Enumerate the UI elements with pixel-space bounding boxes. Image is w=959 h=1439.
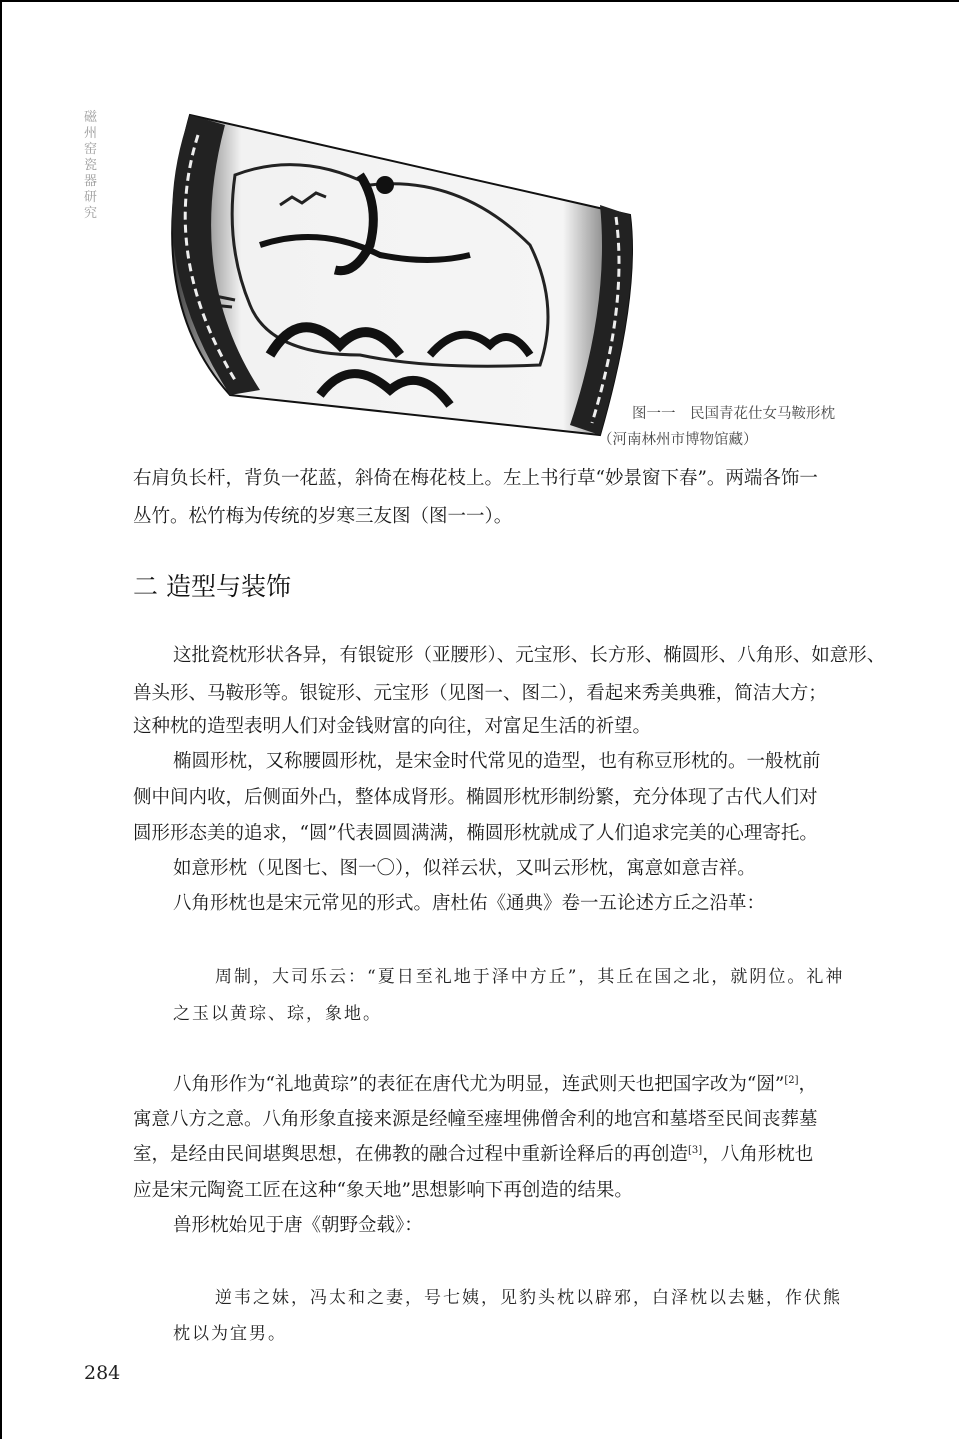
- quote-line: 之玉以黄琮、琮，象地。: [173, 1004, 382, 1024]
- blue-white-pillow-photo: [130, 105, 640, 440]
- page-border-left: [0, 0, 2, 1439]
- body-line: 如意形枕（见图七、图一〇），似祥云状，又叫云形枕，寓意如意吉祥。: [173, 858, 756, 879]
- body-text: ，: [798, 1074, 818, 1095]
- running-title: 磁州窑瓷器研究: [84, 110, 98, 221]
- body-text: ，八角形枕也: [702, 1144, 814, 1165]
- quote-line: 周制，大司乐云：“夏日至礼地于泽中方丘”，其丘在国之北，就阴位。礼神: [215, 967, 845, 987]
- body-line: 应是宋元陶瓷工匠在这种“象天地”思想影响下再创造的结果。: [133, 1180, 633, 1201]
- body-line: 丛竹。松竹梅为传统的岁寒三友图（图一一）。: [133, 506, 513, 527]
- footnote-ref: [3]: [688, 1144, 703, 1156]
- body-line: 八角形枕也是宋元常见的形式。唐杜佑《通典》卷一五论述方丘之沿革：: [173, 893, 766, 914]
- body-line: 圆形形态美的追求，“圆”代表圆圆满满，椭圆形枕就成了人们追求完美的心理寄托。: [133, 823, 818, 844]
- quote-line: 枕以为宜男。: [173, 1324, 287, 1344]
- page-number: 284: [84, 1362, 121, 1384]
- footnote-ref: [2]: [784, 1074, 799, 1086]
- body-line: [173, 1070, 817, 1096]
- body-line: 寓意八方之意。八角形象直接来源是经幢至瘗埋佛僧舍利的地宫和墓塔至民间丧葬墓: [133, 1109, 818, 1130]
- section-heading: 二 造型与装饰: [133, 572, 291, 601]
- figure-caption-source: （河南林州市博物馆藏）: [598, 432, 758, 448]
- body-line: 兽形枕始见于唐《朝野佥载》：: [173, 1215, 423, 1236]
- body-line: 这批瓷枕形状各异，有银锭形（亚腰形）、元宝形、长方形、椭圆形、八角形、如意形、: [173, 645, 886, 666]
- body-line: 侧中间内收，后侧面外凸，整体成肾形。椭圆形枕形制纷繁，充分体现了古代人们对: [133, 787, 818, 808]
- body-line: [133, 1140, 813, 1166]
- body-text: 八角形作为“礼地黄琮”的表征在唐代尤为明显，连武则天也把国字改为“圀”: [173, 1074, 785, 1095]
- quote-line: 逆韦之妹，冯太和之妻，号七姨，见豹头枕以辟邪，白泽枕以去魅，作伏熊: [215, 1288, 842, 1308]
- page-border-top: [0, 0, 959, 2]
- figure-caption: 图一一 民国青花仕女马鞍形枕: [632, 406, 835, 422]
- body-line: 椭圆形枕，又称腰圆形枕，是宋金时代常见的造型，也有称豆形枕的。一般枕前: [173, 751, 821, 772]
- body-line: 右肩负长杆，背负一花蓝，斜倚在梅花枝上。左上书行草“妙景窗下春”。两端各饰一: [133, 468, 818, 489]
- body-line: 这种枕的造型表明人们对金钱财富的向往，对富足生活的祈望。: [133, 716, 652, 737]
- body-text: 室，是经由民间堪舆思想，在佛教的融合过程中重新诠释后的再创造: [133, 1144, 689, 1165]
- body-line: 兽头形、马鞍形等。银锭形、元宝形（见图一、图二），看起来秀美典雅，简洁大方；: [133, 683, 827, 704]
